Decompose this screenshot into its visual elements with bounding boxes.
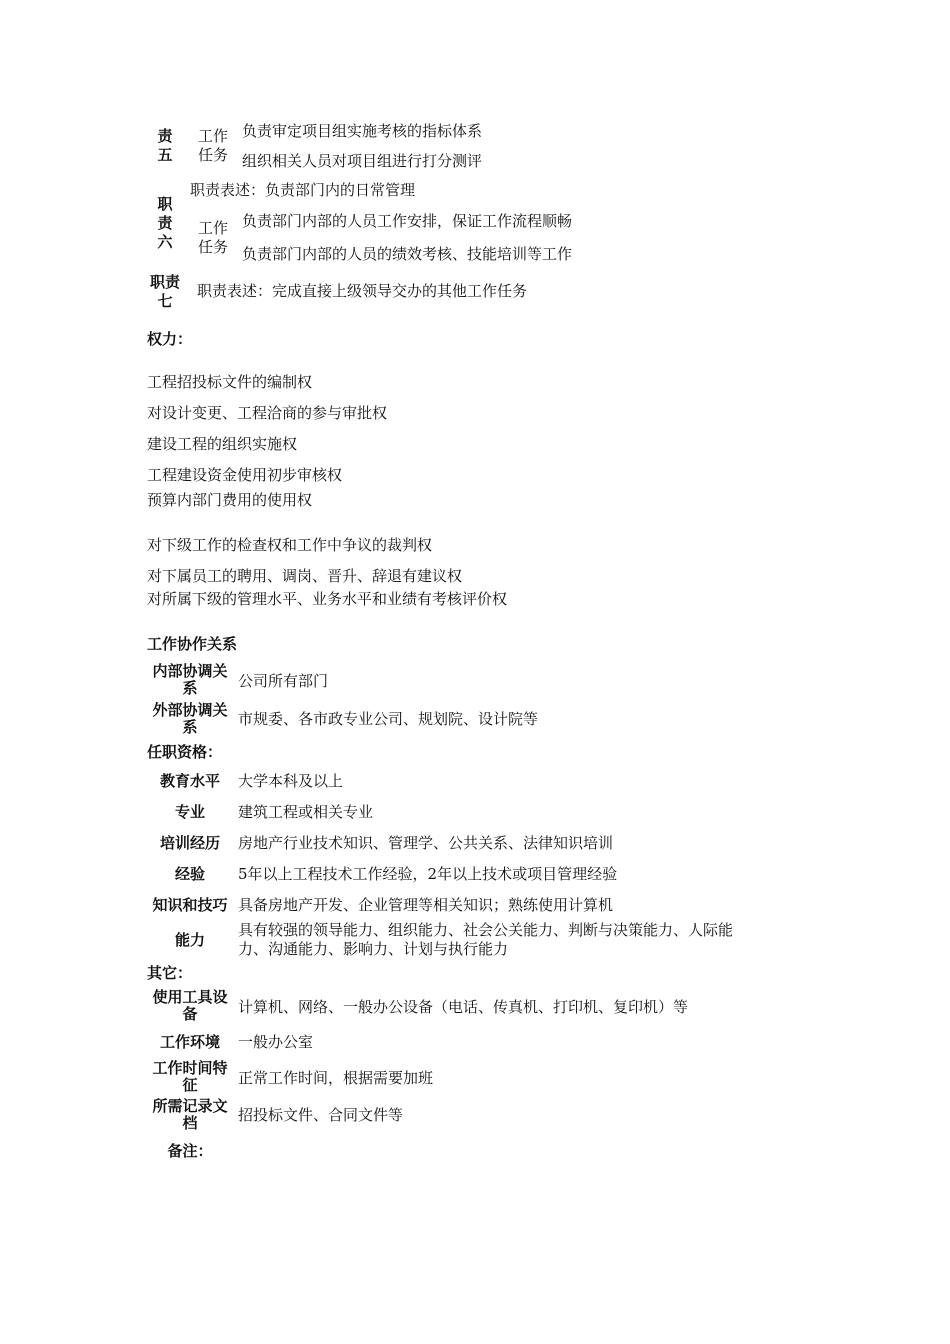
docs-label-line1: 所需记录文 [152,1097,228,1115]
duty5-task-label [192,127,234,165]
duty6-label-line2: 责 [157,214,173,232]
other-heading: 其它： [147,964,193,982]
duty6-task-label-line2: 任务 [197,238,228,256]
duty6-task-label-line1: 工作 [197,219,228,237]
authority-item: 预算内部门费用的使用权 [147,491,313,509]
duty7-label [144,273,186,311]
major-value: 建筑工程或相关专业 [238,803,374,821]
authority-item: 对下级工作的检查权和工作中争议的裁判权 [147,536,433,554]
time-label-line1: 工作时间特 [152,1059,228,1077]
internal-relation-label [145,663,235,697]
duty5-task-label-line2: 任务 [197,146,228,164]
duty6-label-line3: 六 [157,233,173,251]
training-value: 房地产行业技术知识、管理学、公共关系、法律知识培训 [238,834,614,852]
duty6-description: 职责表述：负责部门内的日常管理 [190,181,416,199]
external-relation-label-line2: 系 [182,718,198,736]
duty6-label-line1: 职 [157,195,173,213]
external-relation-label [145,702,235,736]
ability-value-line2: 力、沟通能力、影响力、计划与执行能力 [238,940,509,958]
qualification-heading: 任职资格： [147,743,223,761]
authority-item: 工程招投标文件的编制权 [147,373,313,391]
authority-item: 对设计变更、工程洽商的参与审批权 [147,404,388,422]
time-label [145,1060,235,1094]
internal-relation-label-line2: 系 [182,679,198,697]
authority-item: 工程建设资金使用初步审核权 [147,466,343,484]
knowledge-value: 具备房地产开发、企业管理等相关知识；熟练使用计算机 [238,896,614,914]
education-label: 教育水平 [159,772,220,790]
duty5-task-1: 负责审定项目组实施考核的指标体系 [242,122,483,140]
docs-value: 招投标文件、合同文件等 [238,1106,404,1124]
authority-heading: 权力： [147,330,193,348]
authority-item: 对所属下级的管理水平、业务水平和业绩有考核评价权 [147,590,508,608]
ability-value-line1: 具有较强的领导能力、组织能力、社会公关能力、判断与决策能力、人际能 [238,921,734,939]
duty5-label-line1: 责 [157,127,173,145]
duty7-label-line2: 七 [157,292,173,310]
docs-label [145,1098,235,1132]
ability-label: 能力 [174,931,205,949]
tools-label-line1: 使用工具设 [152,988,228,1006]
education-value: 大学本科及以上 [238,772,344,790]
major-label: 专业 [174,803,205,821]
internal-relation-value: 公司所有部门 [238,672,329,690]
duty7-description: 职责表述：完成直接上级领导交办的其他工作任务 [197,282,528,300]
tools-label-line2: 备 [182,1005,198,1023]
external-relation-label-line1: 外部协调关 [152,701,228,719]
duty7-label-line1: 职责 [149,273,180,291]
env-label: 工作环境 [159,1033,220,1051]
time-value: 正常工作时间，根据需要加班 [238,1069,434,1087]
duty5-task-2: 组织相关人员对项目组进行打分测评 [242,152,483,170]
env-value: 一般办公室 [238,1033,314,1051]
tools-label [145,989,235,1023]
duty5-task-label-line1: 工作 [197,127,228,145]
duty6-task-2: 负责部门内部的人员的绩效考核、技能培训等工作 [242,245,573,263]
duty5-label-line2: 五 [157,146,173,164]
duty6-task-label [192,219,234,257]
external-relation-value: 市规委、各市政专业公司、规划院、设计院等 [238,710,539,728]
duty6-label [150,195,180,252]
authority-item: 对下属员工的聘用、调岗、晋升、辞退有建议权 [147,567,463,585]
duty6-task-1: 负责部门内部的人员工作安排，保证工作流程顺畅 [242,212,573,230]
duty5-label [150,127,180,165]
experience-label: 经验 [174,865,205,883]
training-label: 培训经历 [159,834,220,852]
docs-label-line2: 档 [182,1114,198,1132]
time-label-line2: 征 [182,1076,198,1094]
knowledge-label: 知识和技巧 [152,896,228,914]
notes-label: 备注： [167,1142,213,1160]
experience-value: 5年以上工程技术工作经验，2年以上技术或项目管理经验 [238,865,618,883]
tools-value: 计算机、网络、一般办公设备（电话、传真机、打印机、复印机）等 [238,998,689,1016]
cooperation-heading: 工作协作关系 [147,635,238,653]
internal-relation-label-line1: 内部协调关 [152,662,228,680]
authority-item: 建设工程的组织实施权 [147,435,298,453]
